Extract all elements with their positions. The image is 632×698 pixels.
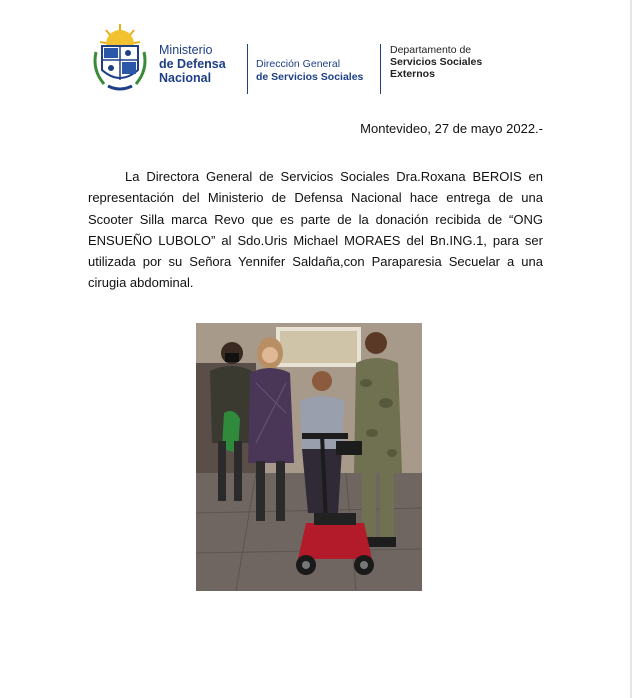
direction-line-2: de Servicios Sociales	[256, 71, 364, 83]
ministry-line-1: Ministerio	[159, 43, 213, 57]
ministry-name	[159, 43, 226, 85]
department-line-3: Externos	[390, 68, 435, 80]
ministry-seal-icon	[88, 22, 152, 94]
date-line: Montevideo, 27 de mayo 2022.-	[360, 121, 543, 136]
header-divider-2	[380, 44, 381, 94]
letterhead	[88, 22, 508, 102]
department-line-1: Departamento de	[390, 44, 472, 56]
direction-line-1: Dirección General	[256, 58, 341, 70]
header-divider-1	[247, 44, 248, 94]
department-name	[390, 44, 482, 80]
direction-name	[256, 58, 363, 84]
delivery-photo-image	[196, 323, 422, 591]
ministry-line-3: Nacional	[159, 71, 212, 85]
body-paragraph: La Directora General de Servicios Sociales Dra.Roxana BEROIS en representación del Ministerio de Defensa Nacional hace entrega de una Scooter Silla marca Revo que es parte de la donación recibida de “ONG ENSUEÑO LUBOLO” al Sdo.Uris Michael MORAES del Bn.ING.1, para ser utilizada por su Señora Yennifer Saldaña,con Paraparesia Secuelar a una cirugia abdominal.	[88, 169, 543, 291]
department-line-2: Servicios Sociales	[390, 56, 483, 68]
ministry-line-2: de Defensa	[159, 57, 226, 71]
delivery-photo	[196, 323, 422, 591]
